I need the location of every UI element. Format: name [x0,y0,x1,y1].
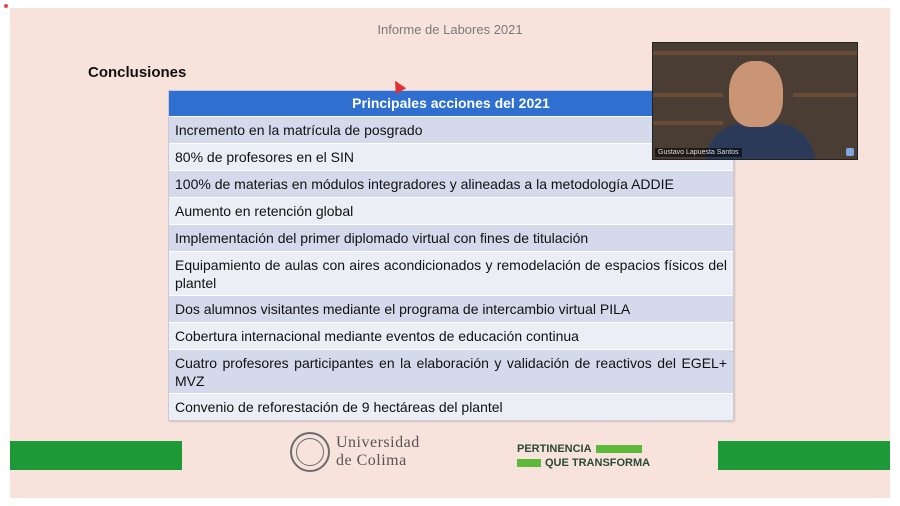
slogan-bar-top [596,445,642,453]
university-name [336,434,420,470]
table-row [169,197,733,224]
table-row [169,295,733,322]
recording-indicator-icon [4,4,8,8]
background-shelf [653,51,857,55]
participant-head [729,61,783,127]
section-title: Conclusiones [88,64,187,81]
background-shelf [653,121,723,125]
footer-band-right [718,441,890,470]
slogan-line1: PERTINENCIA [517,443,592,455]
row-text: Dos alumnos visitantes mediante el programa de intercambio virtual PILA [175,301,631,317]
row-text: 100% de materias en módulos integradores y alineadas a la metodología ADDIE [175,176,674,192]
row-text: Implementación del primer diplomado virtual con fines de titulación [175,230,589,246]
microphone-icon[interactable] [846,148,854,156]
row-text: Equipamiento de aulas con aires acondicionados y remodelación de espacios físicos del plantel [175,256,727,291]
slogan-bar-bottom [517,459,541,467]
row-text: Cuatro profesores participantes en la elaboración y validación de reactivos del EGEL+ MVZ [175,354,727,389]
table-row [169,322,733,349]
webcam-thumbnail[interactable] [652,42,858,160]
university-name-line2: de Colima [336,452,407,469]
actions-table [168,90,734,421]
background-shelf [793,93,857,97]
table-row [169,116,733,143]
table-row [169,251,733,295]
background-shelf [653,93,723,97]
university-seal-icon [290,432,330,472]
slogan-line2: QUE TRANSFORMA [545,457,651,469]
slide-title: Informe de Labores 2021 [377,22,523,37]
row-text: 80% de profesores en el SIN [175,149,354,165]
footer-band-left [10,441,182,470]
participant-name-label: Gustavo Lapuesta Santos [655,148,742,157]
table-row [169,143,733,170]
table-row [169,170,733,197]
table-row [169,393,733,420]
row-text: Incremento en la matrícula de posgrado [175,122,423,138]
table-row [169,349,733,393]
row-text: Convenio de reforestación de 9 hectáreas del plantel [175,399,503,415]
slogan-logo [517,442,650,470]
table-row [169,224,733,251]
university-name-line1: Universidad [336,434,420,451]
row-text: Aumento en retención global [175,203,354,219]
table-header: Principales acciones del 2021 [169,91,733,116]
university-logo [290,432,420,472]
row-text: Cobertura internacional mediante eventos de educación continua [175,328,579,344]
